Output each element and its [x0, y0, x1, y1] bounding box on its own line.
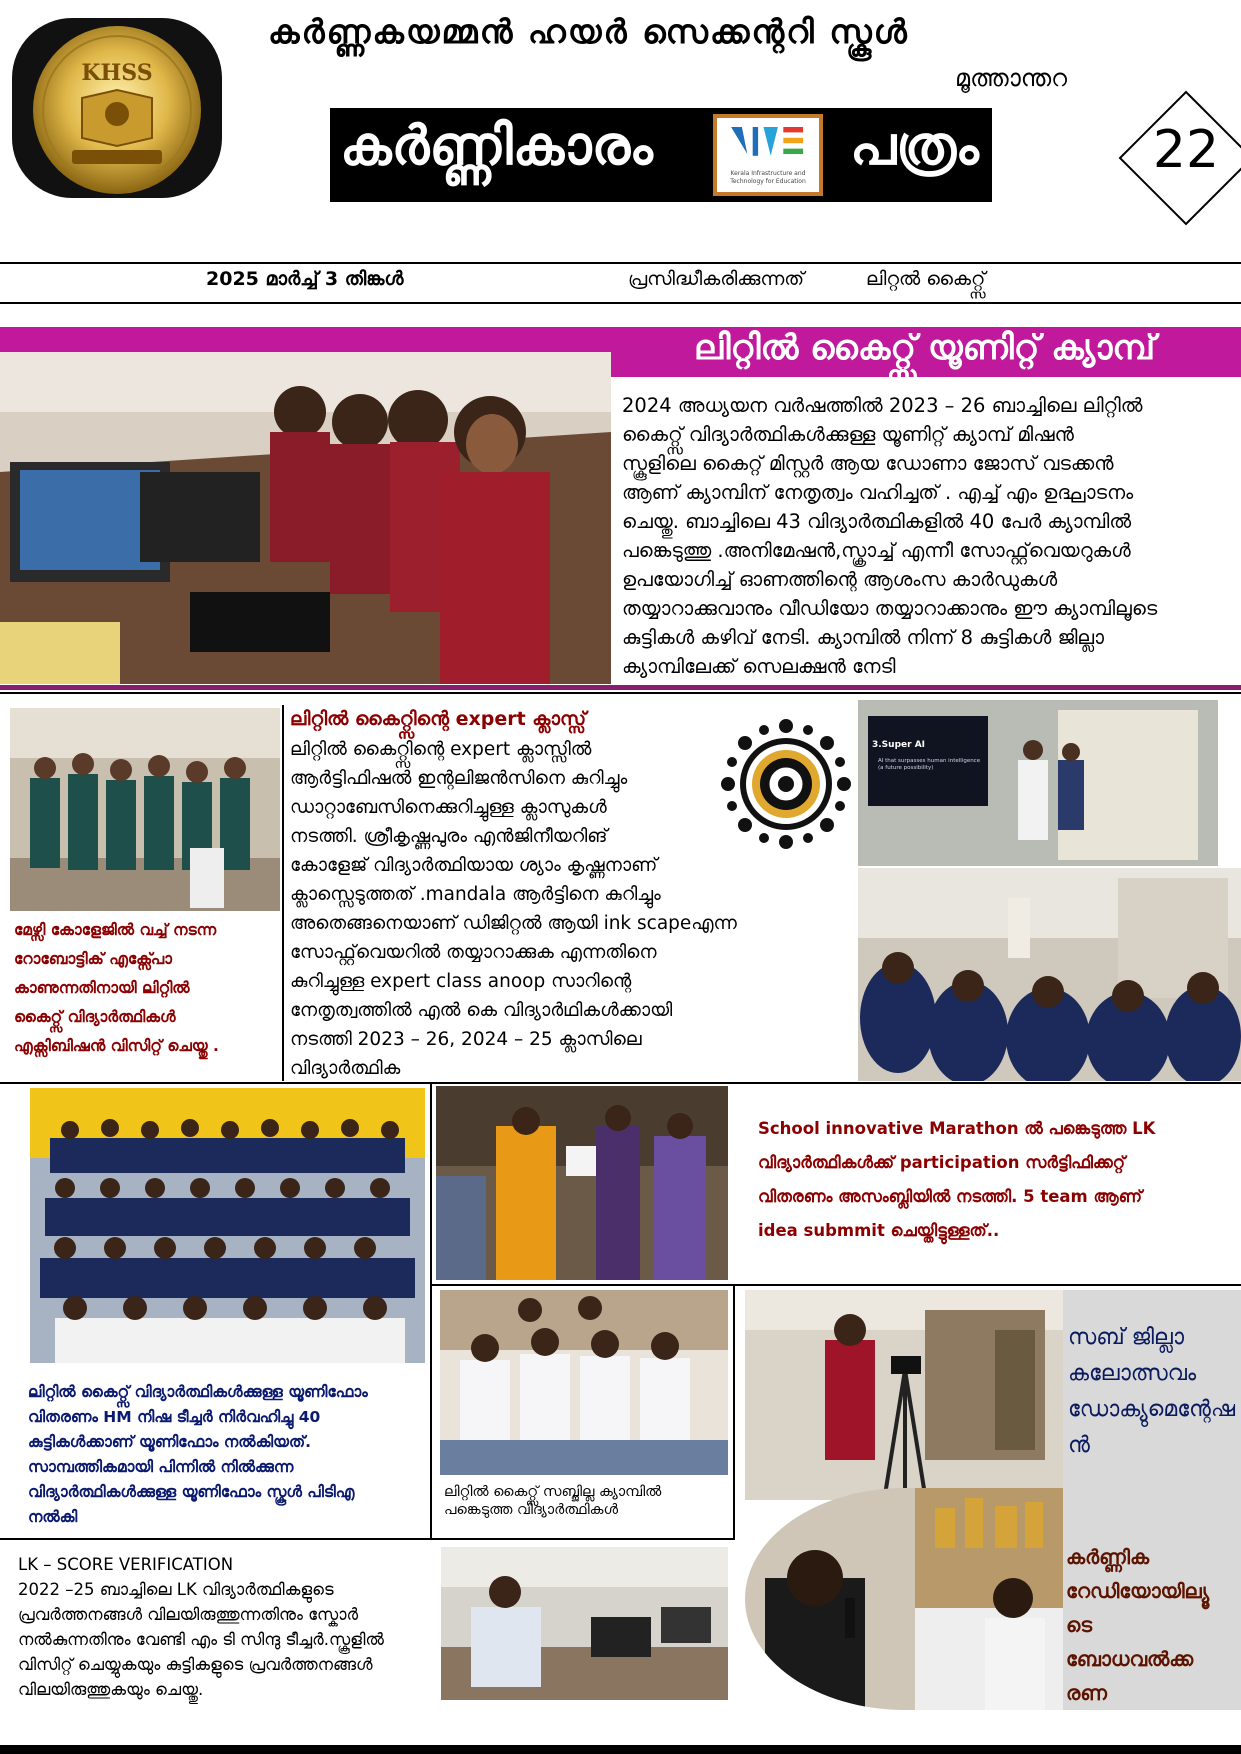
- kalolsavam-line: സബ് ജില്ലാ: [1068, 1325, 1184, 1350]
- robotics-line: കൈറ്റ്സ് വിദ്യാർത്ഥികൾ: [14, 1008, 176, 1026]
- subdistrict-line: പങ്കെടുത്ത വിദ്യാർത്ഥികൾ: [444, 1502, 618, 1518]
- subdistrict-caption: [444, 1483, 734, 1519]
- radio-caption: [1066, 1540, 1238, 1710]
- marathon-caption: [758, 1112, 1228, 1248]
- radio-photo: [745, 1488, 1065, 1710]
- camp-line: ആണ് ക്യാമ്പിന് നേതൃത്വം വഹിച്ചത് . എച്ച് എം ഉദ്ഘാടനം: [622, 481, 1134, 504]
- expert-line: കോളേജ് വിദ്യാർത്ഥിയായ ശ്യാം കൃഷ്ണനാണ്: [290, 855, 658, 876]
- camp-line: കൈറ്റ്സ് വിദ്യാർത്ഥികൾക്കുള്ള യൂണിറ്റ് ക്യാമ്പ് മിഷൻ: [622, 423, 1074, 446]
- kite-logo-line2: Technology for Education: [730, 178, 806, 185]
- expert-line: അതെങ്ങനെയാണ് ഡിജിറ്റൽ ആയി ink scapeഎന്ന: [290, 913, 737, 934]
- expert-photo-class: [858, 868, 1241, 1081]
- uniform-line: നൽകി: [28, 1508, 78, 1526]
- marathon-photo: [436, 1086, 728, 1280]
- publisher-name: ലിറ്റൽ കൈറ്റ്സ്: [866, 268, 986, 290]
- expert-line: കുറിച്ചുള്ള expert class anoop സാറിന്റെ: [290, 971, 632, 992]
- score-line: വിലയിരുത്തുകയും ചെയ്തു.: [18, 1680, 204, 1699]
- issue-badge: [1118, 90, 1241, 226]
- score-line: പ്രവർത്തനങ്ങൾ വിലയിരുത്തുന്നതിനും സ്കോർ: [18, 1605, 359, 1624]
- uniform-caption: [28, 1380, 428, 1530]
- row3-rule: [0, 1082, 1241, 1084]
- uniform-line: വിദ്യാർത്ഥികൾക്കുള്ള യൂണിഫോം സ്കൂൾ പിടിഎ: [28, 1483, 355, 1501]
- kalolsavam-line: ഡോക്യുമെന്റേഷ: [1068, 1397, 1236, 1422]
- dateline-rule-bottom: [0, 302, 1241, 304]
- row3-divider-left: [430, 1084, 432, 1540]
- issue-date: 2025 മാർച്ച് 3 തിങ്കൾ: [206, 268, 404, 290]
- subdistrict-line: ലിറ്റിൽ കൈറ്റ്സ് സബ്ജില്ല ക്യാമ്പിൽ: [444, 1484, 662, 1500]
- masthead-title-right: പത്രം: [850, 114, 979, 177]
- uniform-line: സാമ്പത്തികമായി പിന്നിൽ നിൽക്കുന്ന: [28, 1458, 294, 1476]
- marathon-line: idea submmit ചെയ്തിട്ടുള്ളത്..: [758, 1221, 1000, 1240]
- camp-line: തയ്യാറാക്കുവാനും വീഡിയോ തയ്യാറാക്കാനും ഈ ക്യാമ്പിലൂടെ: [622, 597, 1158, 620]
- marathon-line: വിതരണം അസംബ്ലിയിൽ നടത്തി. 5 team ആണ്: [758, 1187, 1142, 1206]
- expert-line: നടത്തി 2023 – 26, 2024 – 25 ക്ലാസിലെ: [290, 1029, 642, 1050]
- footer-rule: [0, 1745, 1241, 1754]
- radio-line: ബോധവൽക്ക: [1066, 1647, 1194, 1671]
- expert-line: വിദ്യാർത്ഥിക: [290, 1058, 401, 1079]
- mandala-art: [718, 716, 854, 852]
- score-line: വിസിറ്റ് ചെയ്യുകയും കുട്ടികളുടെ പ്രവർത്തനങ്ങൾ: [18, 1655, 373, 1674]
- camp-rule-thin: [0, 692, 1241, 694]
- radio-line: ടെ: [1066, 1613, 1093, 1637]
- school-place: മൂത്താന്തറ: [955, 64, 1068, 92]
- camp-line: ക്യാമ്പിലേക്ക് സെലക്ഷൻ നേടി: [622, 655, 896, 678]
- uniform-photo: [30, 1088, 425, 1363]
- expert-line: നേതൃത്വത്തിൽ എൽ കെ വിദ്യാർഥികൾക്കായി: [290, 1000, 673, 1021]
- expert-line: നടത്തി. ശ്രീകൃഷ്ണപുരം എൻജിനീയറിങ്: [290, 826, 608, 847]
- robotics-line: എക്സിബിഷൻ വിസിറ്റ് ചെയ്തു .: [14, 1037, 219, 1055]
- radio-line: രണ: [1066, 1681, 1107, 1705]
- marathon-line: വിദ്യാർത്ഥികൾക്ക് participation സർട്ടിഫിക്കറ്റ്: [758, 1153, 1126, 1172]
- robotics-caption: [14, 916, 276, 1061]
- kalolsavam-line: കലോത്സവം: [1068, 1361, 1197, 1386]
- kalolsavam-line: ൻ: [1068, 1433, 1090, 1458]
- dateline-rule-top: [0, 262, 1241, 264]
- school-logo: [12, 18, 222, 198]
- score-line: 2022 –25 ബാച്ചിലെ LK വിദ്യാർത്ഥികളുടെ: [18, 1580, 334, 1599]
- camp-line: സ്കൂളിലെ കൈറ്റ് മിസ്റ്റർ ആയ ഡോണാ ജോസ് വടക്കൻ: [622, 452, 1114, 475]
- expert-line: ക്ലാസ്സെടുത്തത് .mandala ആർട്ടിനെ കുറിച്ചും: [290, 884, 661, 905]
- expert-line: ആർട്ടിഫിഷൽ ഇന്റലിജൻസിനെ കുറിച്ചും: [290, 768, 628, 789]
- kite-logo: [713, 114, 823, 196]
- school-name: കർണ്ണകയമ്മൻ ഹയർ സെക്കന്ററി സ്കൂൾ: [268, 12, 909, 51]
- score-line: LK – SCORE VERIFICATION: [18, 1555, 234, 1574]
- expert-heading: ലിറ്റിൽ കൈറ്റ്സിന്റെ expert ക്ലാസ്സ്: [290, 708, 587, 730]
- published-by-label: പ്രസിദ്ധീകരിക്കുന്നത്: [628, 268, 805, 290]
- masthead: [330, 108, 992, 202]
- masthead-title-left: കർണ്ണികാരം: [340, 114, 653, 177]
- logo-text: KHSS: [81, 60, 153, 86]
- kalolsavam-caption: [1068, 1320, 1240, 1464]
- row5-rule: [0, 1538, 733, 1540]
- row4-rule-mid: [432, 1284, 1241, 1286]
- expert-line: സോഫ്റ്റ്‌വെയറിൽ തയ്യാറാക്കുക എന്നതിനെ: [290, 942, 657, 963]
- camp-line: ഉപയോഗിച്ച് ഓണത്തിന്റെ ആശംസ കാർഡുകൾ: [622, 568, 1058, 591]
- radio-line: കർണ്ണിക: [1066, 1545, 1150, 1569]
- row2-divider-left: [282, 705, 284, 1081]
- radio-line: റേഡിയോയില്യൂ: [1066, 1579, 1210, 1603]
- uniform-line: ലിറ്റിൽ കൈറ്റ്സ് വിദ്യാർത്ഥികൾക്കുള്ള യൂണിഫോം: [28, 1383, 368, 1401]
- camp-rule: [0, 685, 1241, 690]
- robotics-line: കാണുന്നതിനായി ലിറ്റിൽ: [14, 979, 190, 997]
- slide-text: AI that surpasses human intelligence (a future possibility): [878, 758, 981, 771]
- marathon-line: School innovative Marathon ൽ പങ്കെടുത്ത LK: [758, 1119, 1156, 1138]
- uniform-line: വിതരണം HM നിഷ ടീച്ചർ നിർവഹിച്ചു 40: [28, 1408, 321, 1426]
- score-caption: [18, 1552, 438, 1702]
- expert-line: ഡാറ്റാബേസിനെക്കുറിച്ചുള്ള ക്ലാസുകൾ: [290, 797, 607, 818]
- robotics-line: മേഴ്സി കോളേജിൽ വച്ച് നടന്ന: [14, 921, 217, 939]
- camp-article: [622, 391, 1222, 681]
- camp-heading: ലിറ്റിൽ കൈറ്റ്സ് യൂണിറ്റ് ക്യാമ്പ്: [694, 328, 1156, 368]
- camp-line: 2024 അധ്യയന വർഷത്തിൽ 2023 – 26 ബാച്ചിലെ ലിറ്റിൽ: [622, 394, 1143, 417]
- kite-logo-line1: Kerala Infrastructure and: [730, 170, 806, 177]
- issue-number: 22: [1152, 120, 1220, 180]
- score-photo: [441, 1547, 728, 1700]
- subdistrict-photo: [440, 1290, 728, 1475]
- camp-line: ചെയ്തു. ബാച്ചിലെ 43 വിദ്യാർത്ഥികളിൽ 40 പേർ ക്യാമ്പിൽ: [622, 510, 1132, 533]
- uniform-line: കുട്ടികൾക്കാണ് യൂണിഫോം നൽകിയത്.: [28, 1433, 312, 1451]
- robotics-line: റോബോട്ടിക് എക്സ്പോ: [14, 950, 173, 968]
- camp-line: കുട്ടികൾ കഴിവ് നേടി. ക്യാമ്പിൽ നിന്ന് 8 കുട്ടികൾ ജില്ലാ: [622, 626, 1104, 649]
- expert-line: ലിറ്റിൽ കൈറ്റ്സിന്റെ expert ക്ലാസ്സിൽ: [290, 739, 592, 760]
- camp-photo: [0, 352, 611, 684]
- expert-photo-slide: [858, 700, 1218, 866]
- score-line: നൽകുന്നതിനും വേണ്ടി എം ടി സിന്ദു ടീച്ചർ.സ്കൂളിൽ: [18, 1630, 384, 1649]
- robotics-photo: [10, 708, 280, 911]
- slide-title: 3.Super AI: [872, 740, 926, 750]
- kalolsavam-photo: [745, 1290, 1063, 1500]
- camp-line: പങ്കെടുത്തു .അനിമേഷൻ,സ്ക്രാച്ച് എന്നീ സോഫ്റ്റ്‌വെയറുകൾ: [622, 539, 1131, 562]
